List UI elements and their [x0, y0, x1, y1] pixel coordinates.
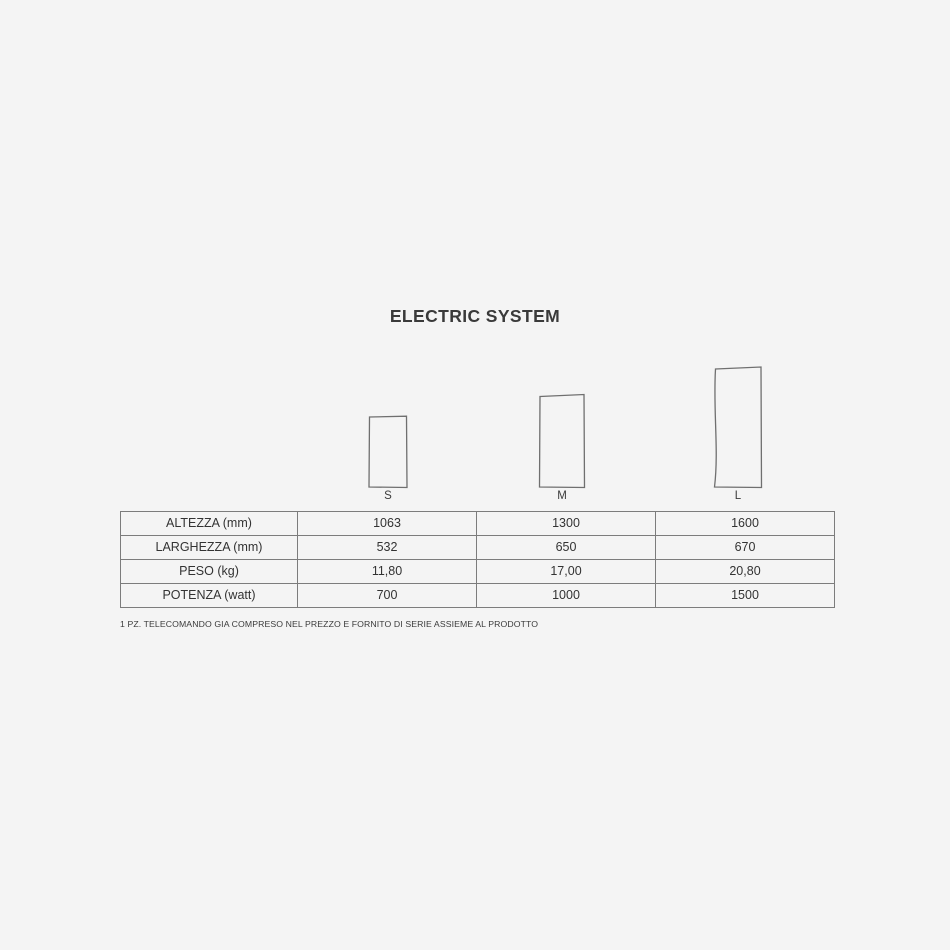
specification-table [120, 511, 835, 608]
cell-value: 1600 [656, 512, 835, 536]
size-illustration-l [648, 345, 828, 490]
row-header: POTENZA (watt) [121, 584, 298, 608]
cell-value: 532 [298, 536, 477, 560]
row-header: LARGHEZZA (mm) [121, 536, 298, 560]
page-title: ELECTRIC SYSTEM [389, 306, 561, 326]
size-label-l: L [734, 490, 742, 502]
size-illustration-m [472, 345, 652, 490]
cell-value: 1063 [298, 512, 477, 536]
cell-value: 670 [656, 536, 835, 560]
cell-value: 1300 [477, 512, 656, 536]
cell-value: 650 [477, 536, 656, 560]
size-illustration-s [298, 345, 478, 490]
size-label-s: S [384, 490, 392, 502]
cell-value: 17,00 [477, 560, 656, 584]
row-header: ALTEZZA (mm) [121, 512, 298, 536]
row-header: PESO (kg) [121, 560, 298, 584]
size-illustrations [120, 345, 830, 490]
size-label-row [120, 490, 830, 512]
size-label-m: M [557, 490, 567, 502]
table-row [121, 584, 835, 608]
table-row [121, 560, 835, 584]
panel-radiator-outline-icon [366, 414, 410, 490]
panel-radiator-outline-icon [711, 365, 765, 490]
panel-radiator-outline-icon [536, 392, 588, 490]
footnote-text: 1 PZ. TELECOMANDO GIA COMPRESO NEL PREZZO E FORNITO DI SERIE ASSIEME AL PRODOTTO [120, 619, 539, 629]
table-row [121, 512, 835, 536]
table-row [121, 536, 835, 560]
cell-value: 700 [298, 584, 477, 608]
cell-value: 11,80 [298, 560, 477, 584]
cell-value: 20,80 [656, 560, 835, 584]
cell-value: 1500 [656, 584, 835, 608]
cell-value: 1000 [477, 584, 656, 608]
